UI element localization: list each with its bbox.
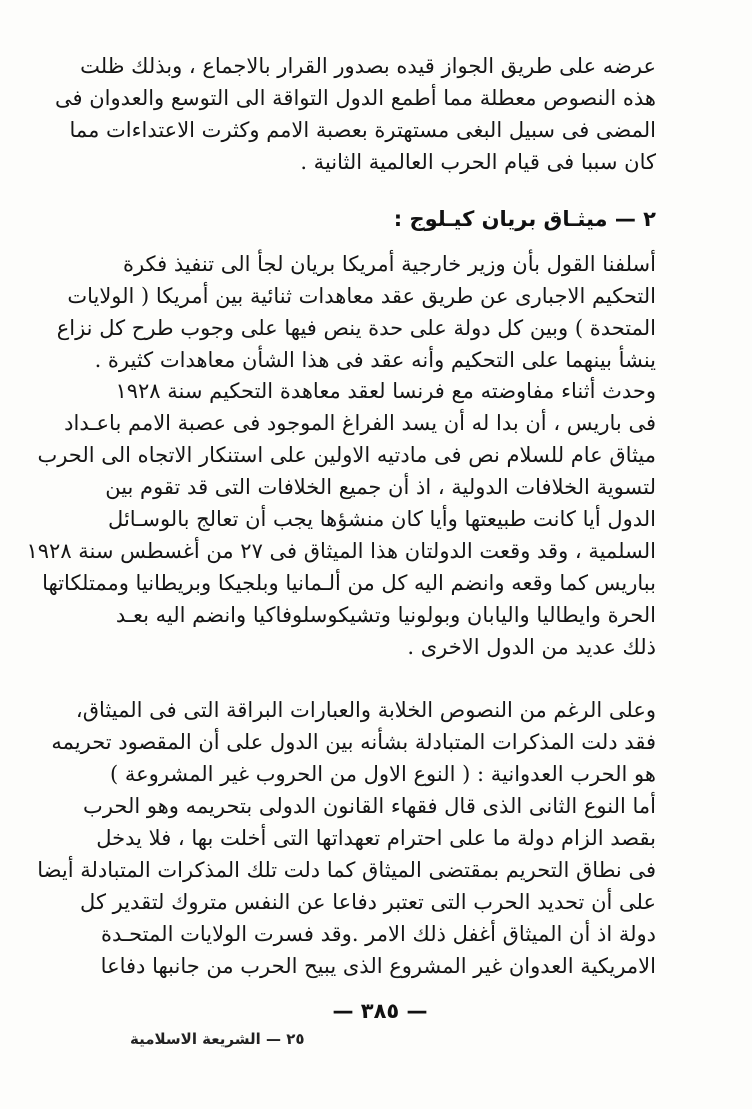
text-line: السلمية ، وقد وقعت الدولتان هذا الميثاق فى ٢٧ من أغسطس سنة ١٩٢٨ (26, 539, 656, 563)
text-line: على أن تحديد الحرب التى تعتبر دفاعا عن النفس متروك لتقدير كل (80, 890, 656, 914)
text-line: الدول أيا كانت طبيعتها وأيا كان منشؤها يجب أن تعالج بالوسـائل (108, 507, 656, 531)
text-line: ميثاق عام للسلام نص فى مادتيه الاولين على استنكار الاتجاه الى الحرب (37, 443, 656, 467)
text-line: عرضه على طريق الجواز قيده بصدور القرار بالاجماع ، وبذلك ظلت (80, 54, 656, 78)
paragraph-intro (55, 50, 656, 178)
paragraph-interpretation (37, 694, 656, 982)
text-line: لتسوية الخلافات الدولية ، اذ أن جميع الخلافات التى قد تقوم بين (105, 475, 656, 499)
text-line: أما النوع الثانى الذى قال فقهاء القانون الدولى بتحريمه وهو الحرب (83, 794, 656, 818)
text-line: هذه النصوص معطلة مما أطمع الدول التواقة الى التوسع والعدوان فى (55, 86, 656, 110)
text-line: الحرة وايطاليا واليابان وبولونيا وتشيكوسلوفاكيا وانضم اليه بعـد (115, 603, 656, 627)
text-line: هو الحرب العدوانية : ( النوع الاول من الحروب غير المشروعة ) (110, 762, 656, 786)
text-line: وعلى الرغم من النصوص الخلابة والعبارات البراقة التى فى الميثاق، (75, 698, 656, 722)
text-line: المتحدة ) وبين كل دولة على حدة ينص فيها على وجوب طرح كل نزاع (56, 316, 656, 340)
page-number: — ٣٨٥ — (332, 999, 428, 1023)
paragraph-pact-signing (26, 375, 656, 663)
text-line: المضى فى سبيل البغى مستهترة بعصبة الامم وكثرت الاعتداءات مما (69, 118, 656, 142)
text-line: دولة اذ أن الميثاق أغفل ذلك الامر .وقد فسرت الولايات المتحـدة (100, 922, 656, 946)
text-line: بباريس كما وقعه وانضم اليه كل من ألـمانيا وبلجيكا وبريطانيا وممتلكاتها (42, 571, 656, 595)
text-line: ينشأ بينهما على التحكيم وأنه عقد فى هذا الشأن معاهدات كثيرة . (94, 348, 656, 372)
text-line: فى باريس ، أن بدا له أن يسد الفراغ الموجود فى عصبة الامم باعـداد (64, 411, 656, 435)
text-line: ذلك عديد من الدول الاخرى . (407, 635, 656, 659)
text-line: بقصد الزام دولة ما على احترام تعهداتها التى أخلت بها ، فلا يدخل (96, 826, 656, 850)
text-line: فقد دلت المذكرات المتبادلة بشأنه بين الدول على أن المقصود تحريمه (51, 730, 656, 754)
paragraph-briand (56, 248, 656, 376)
text-line: كان سببا فى قيام الحرب العالمية الثانية . (300, 150, 656, 174)
footer-signature: ٢٥ — الشريعة الاسلامية (130, 1030, 305, 1048)
section-heading: ٢ — ميثـاق بريان كيـلوج : (393, 207, 656, 231)
text-line: أسلفنا القول بأن وزير خارجية أمريكا بريان لجأ الى تنفيذ فكرة (122, 252, 656, 276)
text-line: الامريكية العدوان غير المشروع الذى يبيح الحرب من جانبها دفاعا (100, 954, 656, 978)
text-line: وحدث أثناء مفاوضته مع فرنسا لعقد معاهدة التحكيم سنة ١٩٢٨ (115, 379, 656, 403)
text-line: التحكيم الاجبارى عن طريق عقد معاهدات ثنائية بين أمريكا ( الولايات (67, 284, 656, 308)
text-line: فى نطاق التحريم بمقتضى الميثاق كما دلت تلك المذكرات المتبادلة أيضا (37, 858, 656, 882)
